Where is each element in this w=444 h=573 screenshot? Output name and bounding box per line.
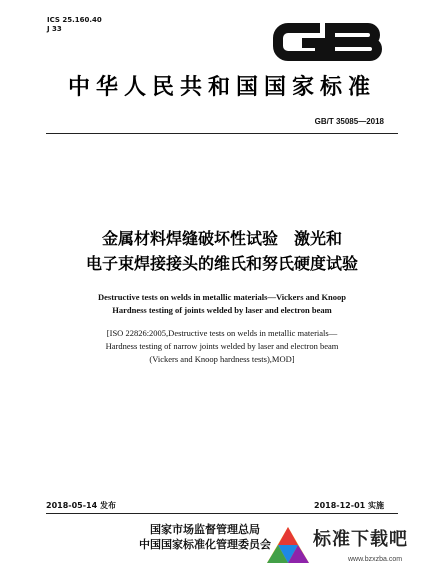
chinese-title: [30, 226, 414, 276]
implementation-date: 2018-12-01 实施: [314, 501, 384, 510]
iso-reference: [20, 327, 424, 366]
english-title-line-2: Hardness testing of joints welded by laser and electron beam: [112, 305, 332, 315]
chinese-title-line-1: 金属材料焊缝破坏性试验 激光和: [101, 229, 342, 248]
bottom-divider: [46, 513, 398, 514]
issuer-line-1: 国家市场监督管理总局: [150, 523, 260, 536]
ccs-code: J 33: [47, 25, 62, 33]
watermark-url: www.bzxzba.com: [348, 556, 403, 563]
english-title-line-1: Destructive tests on welds in metallic materials—Vickers and Knoop: [97, 292, 347, 302]
organization-title: 中华人民共和国国家标准: [67, 75, 376, 100]
top-divider: [46, 133, 398, 134]
iso-reference-line-3: (Vickers and Knoop hardness tests),MOD]: [149, 354, 295, 364]
iso-reference-line-2: Hardness testing of narrow joints welded by laser and electron beam: [105, 341, 339, 351]
watermark-logo-icon: [265, 525, 311, 565]
english-title: [20, 291, 424, 317]
gb-logo-icon: [270, 16, 386, 68]
standard-number: GB/T 35085—2018: [314, 117, 384, 126]
ics-code: ICS 25.160.40: [47, 16, 102, 24]
classification-codes: [47, 16, 102, 34]
watermark-site-name: 标准下载吧: [313, 529, 408, 550]
issuer-line-2: 中国国家标准化管理委员会: [139, 538, 271, 551]
iso-reference-line-1: [ISO 22826:2005,Destructive tests on welds in metallic materials—: [106, 328, 338, 338]
chinese-title-line-2: 电子束焊接接头的维氏和努氏硬度试验: [85, 254, 358, 273]
issue-date: 2018-05-14 发布: [46, 501, 116, 510]
